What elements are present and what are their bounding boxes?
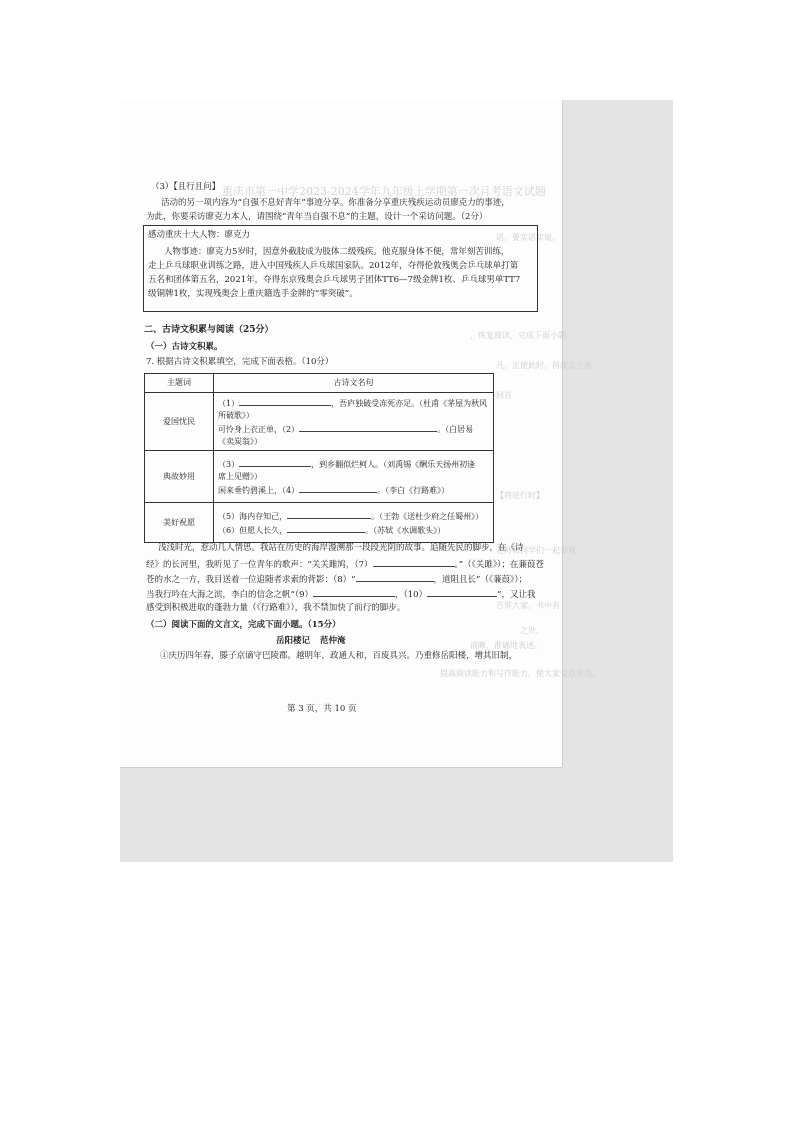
profile-box bbox=[143, 225, 538, 312]
poem-table bbox=[144, 373, 494, 543]
bleed-through-text: 提高阅读能力和写作能力，使大家受益匪浅。 bbox=[440, 669, 600, 678]
q3-text-line: 为此，你要采访廖克力本人，请围绕“青年当自强不息”的主题，设计一个采访问题。（2分） bbox=[146, 212, 488, 222]
page-number: 第 3 页，共 10 页 bbox=[287, 704, 357, 714]
passage-line: 浅浅时光，惹动几人情思。我站在历史的海岸漫溯那一段段光阴的故事。追随先民的脚步，在《诗 bbox=[158, 543, 524, 553]
work-author: 范仲淹 bbox=[320, 636, 346, 646]
lines-cell: （1） ，吾庐独破受冻死亦足。（杜甫《茅屋为秋风 所破歌》） 可怜身上衣正单，（2） 。（白居易《卖炭翁》） bbox=[214, 393, 494, 451]
work-title: 岳阳楼记 范仲淹 bbox=[276, 636, 346, 646]
profile-line: 走上乒乓球职业训练之路，进入中国残疾人乒乓球国家队。2012年，夺得伦敦残奥会乒乓球单打第 bbox=[148, 261, 519, 271]
table-header-lines: 古诗文名句 bbox=[214, 374, 494, 393]
bleed-through-text: 老师和同学们一起参观 bbox=[496, 546, 576, 555]
bleed-through-text: 话，要实话实说。 bbox=[496, 233, 560, 242]
lines-cell: （5）海内存知己， 。（王勃《送杜少府之任蜀州》） （6）但愿人长久， 。（苏轼《水调歌头》） bbox=[214, 503, 494, 543]
table-header-theme: 主题词 bbox=[145, 374, 214, 393]
answer-blank-5[interactable] bbox=[287, 509, 371, 519]
subsection-title: （二）阅读下面的文言文，完成下面小题。（15分） bbox=[146, 620, 341, 630]
bleed-through-header: 重庆市第一中学2023-2024学年九年级上学期第一次月考语文试题 bbox=[222, 185, 546, 198]
table-row bbox=[145, 503, 494, 543]
answer-blank-1[interactable] bbox=[239, 396, 331, 406]
bleed-through-text: ，恢复阅读，完成下面小题。 bbox=[470, 331, 574, 340]
answer-blank-4[interactable] bbox=[299, 483, 377, 493]
table-row bbox=[145, 451, 494, 503]
answer-blank-9[interactable] bbox=[313, 587, 395, 597]
question-7: 7. 根据古诗文积累填空，完成下面表格。（10分） bbox=[146, 357, 334, 367]
q3-heading: （3）【且行且问】 bbox=[151, 182, 221, 192]
theme-cell: 爱国忧民 bbox=[145, 393, 214, 451]
profile-line: 级铜牌1枚，实现残奥会上重庆籍选手金牌的“零突破”。 bbox=[148, 289, 358, 299]
answer-blank-8[interactable] bbox=[356, 572, 434, 582]
bleed-through-text: 凡，正使此时，何故去兰香 bbox=[496, 361, 592, 370]
lines-cell: （3） ，到乡翻似烂柯人。（刘禹锡《酬乐天扬州初逢 席上见赠》） 闲来垂钓碧溪上，（4） 。（李白《行路难》） bbox=[214, 451, 494, 503]
profile-line: 五名和团体第五名，2021年，夺得东京残奥会乒乓球男子团体TT6—7级金牌1枚、乒乓球男单TT7 bbox=[148, 275, 521, 285]
answer-blank-6[interactable] bbox=[287, 523, 365, 533]
theme-cell: 典故妙用 bbox=[145, 451, 214, 503]
passage-line: 感受到积极进取的蓬勃力量（《行路难》），我不禁加快了前行的脚步。 bbox=[146, 603, 406, 613]
passage-line: 苍的水之一方，我目送着一位追随者求索的背影：（8）“ ，道阻且长”（《蒹葭》）； bbox=[146, 572, 527, 587]
bleed-through-text: 告诉大家，书中有 bbox=[496, 601, 560, 610]
answer-blank-3[interactable] bbox=[239, 457, 311, 467]
section-title: 二、古诗文积累与阅读（25分） bbox=[144, 325, 274, 335]
table-header-row bbox=[145, 374, 494, 393]
table-row bbox=[145, 393, 494, 451]
bleed-through-text: 【将进行时】 bbox=[496, 491, 544, 500]
answer-blank-10[interactable] bbox=[427, 587, 497, 597]
bleed-through-text: 之处， bbox=[520, 626, 544, 635]
profile-line: 人物事迹：廖克力5岁时，因意外截肢成为肢体二级残疾。他克服身体不便，常年刻苦训练， bbox=[164, 247, 510, 257]
passage-line: 经》的长河里，我听见了一位青年的歌声：“关关雎鸠，（7） 。”（《关雎》）；在蒹葭苍 bbox=[146, 557, 544, 572]
passage-line: 当我行吟在大海之滨，李白的信念之帆“（9） ，（10） ”，又让我 bbox=[146, 587, 535, 602]
bleed-through-text: 清晰，准确地表述。 bbox=[470, 641, 542, 650]
classical-paragraph: ①庆历四年春，滕子京谪守巴陵郡。越明年，政通人和，百废具兴。乃重修岳阳楼，增其旧制， bbox=[160, 651, 518, 661]
bleed-through-text: 回首 bbox=[496, 391, 512, 400]
profile-title: 感动重庆十大人物：廖克力 bbox=[148, 230, 251, 240]
subsection-title: （一）古诗文积累。 bbox=[146, 342, 223, 352]
theme-cell: 美好祝愿 bbox=[145, 503, 214, 543]
answer-blank-2[interactable] bbox=[299, 422, 437, 432]
q3-text-line: 活动的另一项内容为“自强不息好青年”事迹分享。你准备分享重庆残疾运动员廖克力的事迹， bbox=[161, 198, 510, 208]
answer-blank-7[interactable] bbox=[373, 557, 455, 567]
